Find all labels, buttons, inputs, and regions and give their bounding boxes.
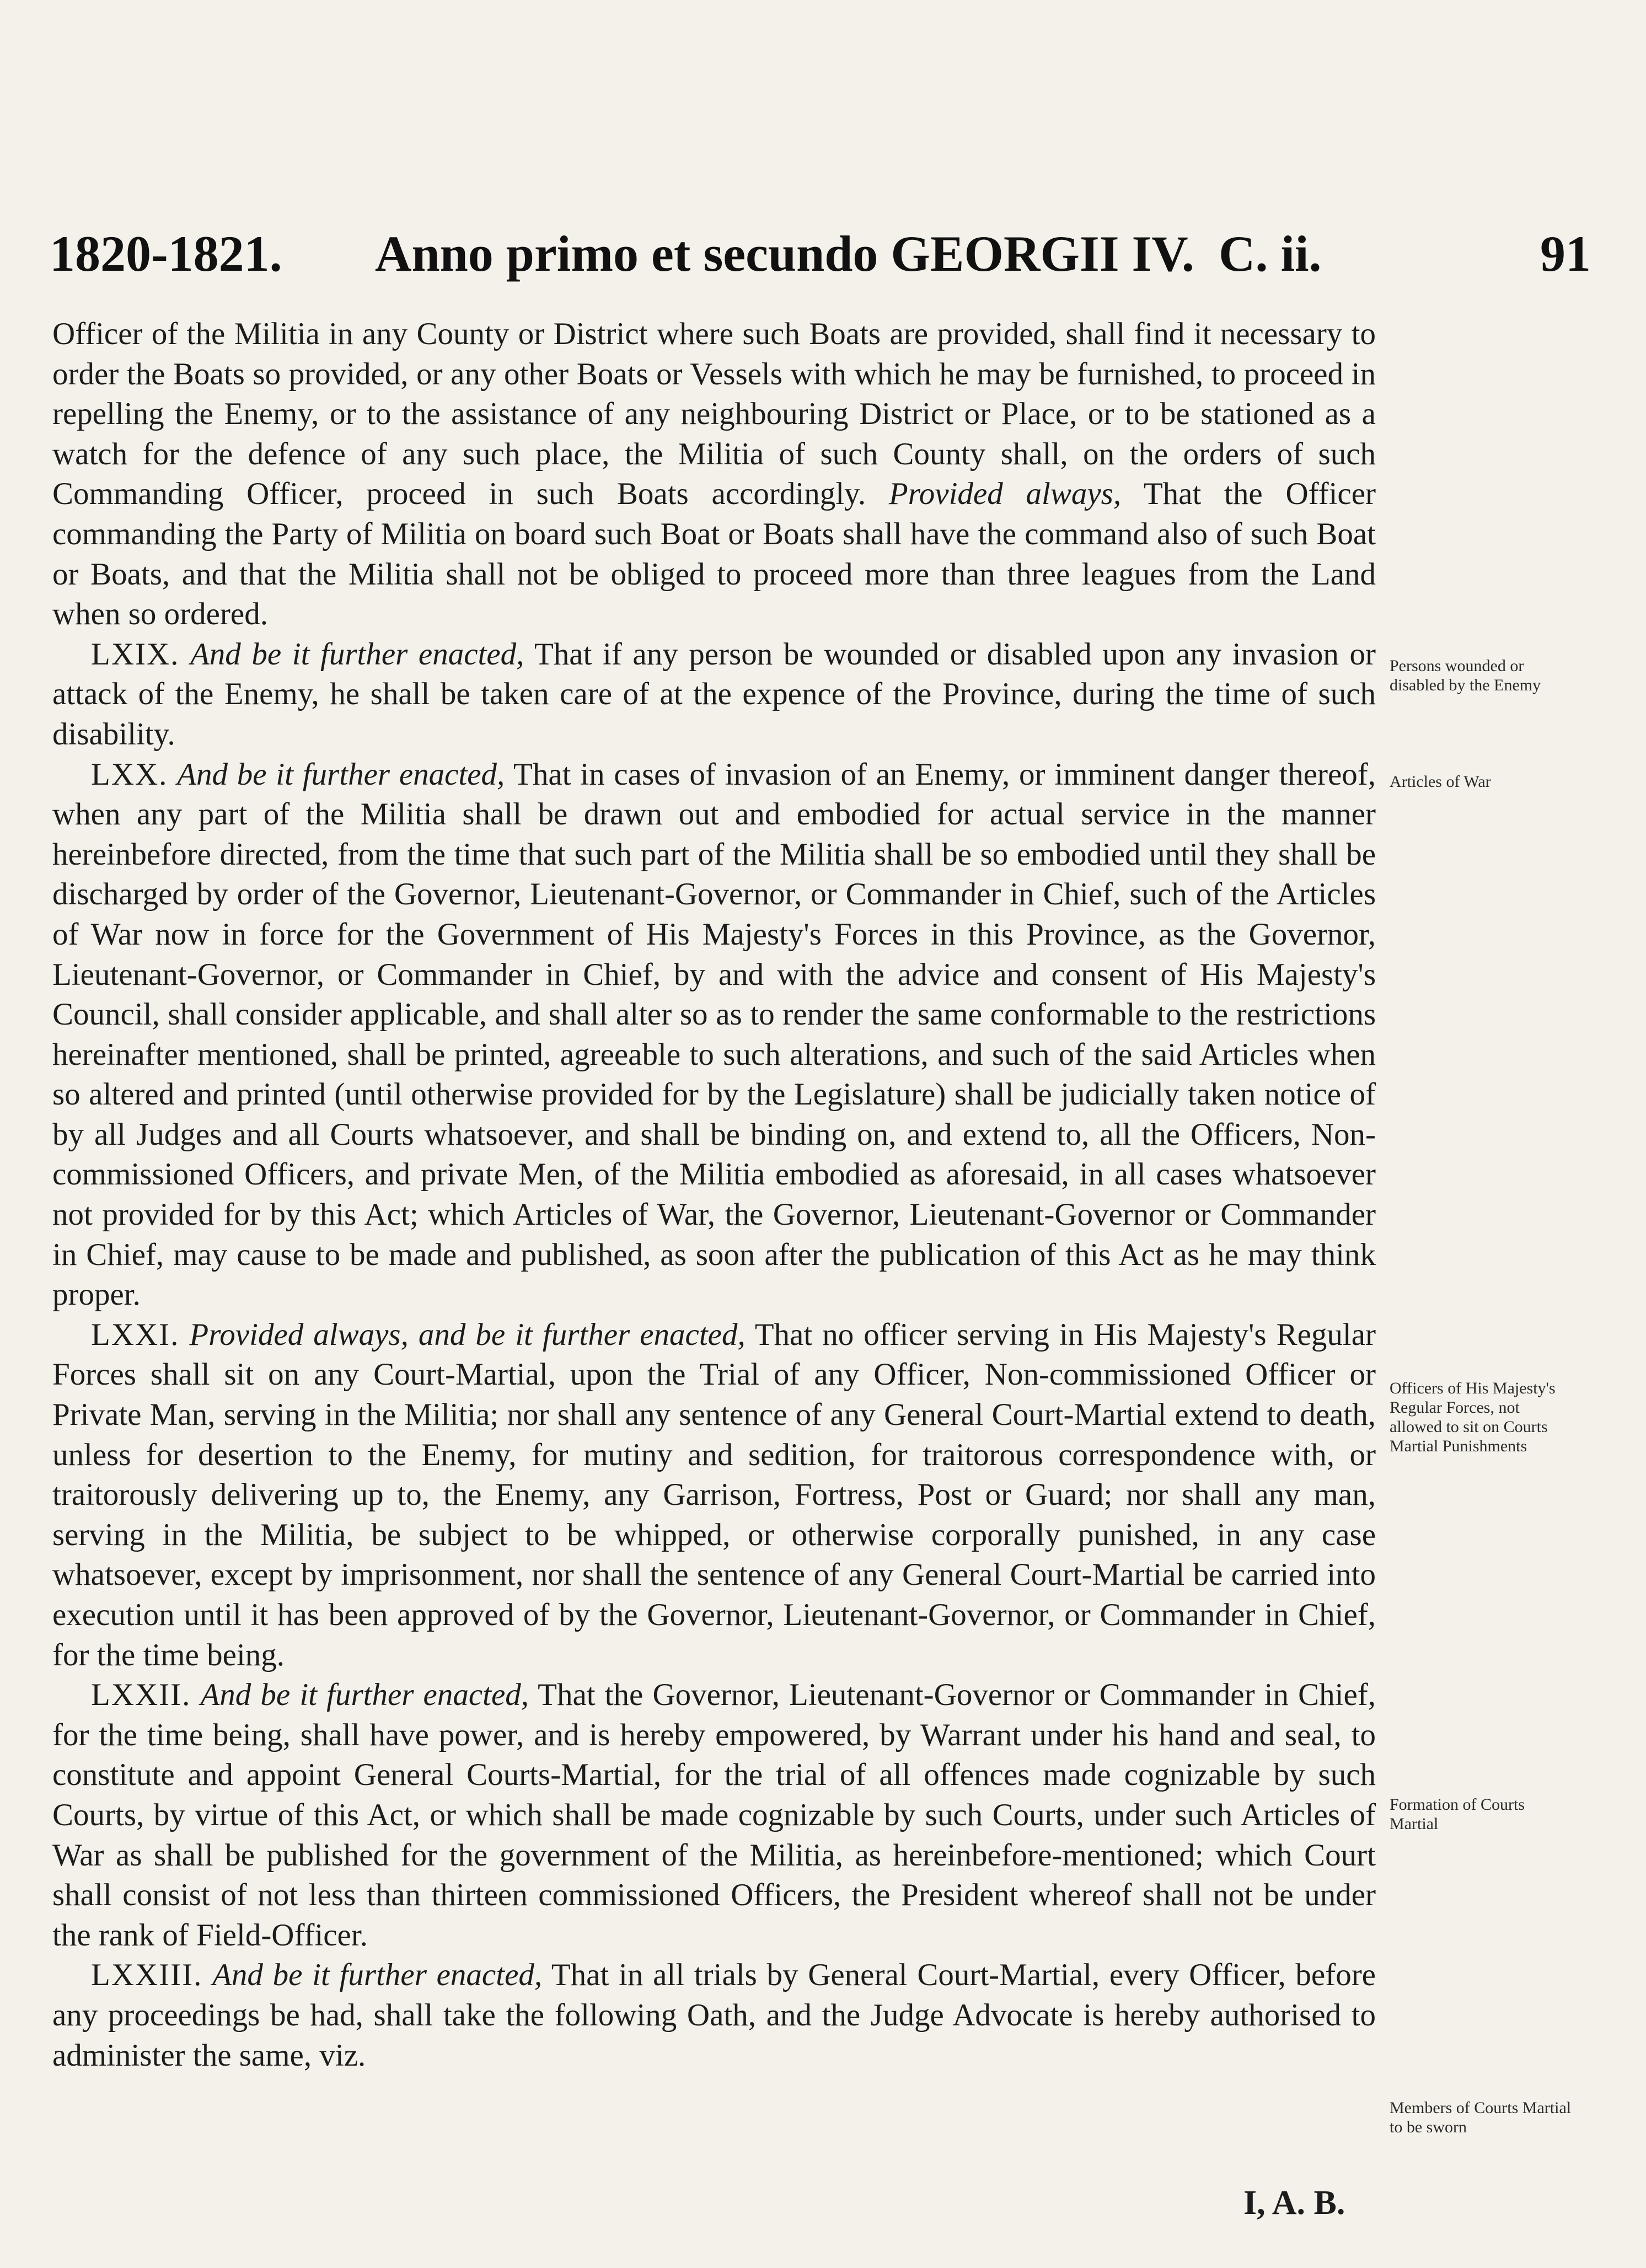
opening-text: Officer of the Militia in any County or District where such Boats are provided, shall find it necessary to order the Boats so provided, or any other Boats or Vessels with which he may be furnished, to proceed in repelling the Enemy, or to the assistance of any neighbouring District or Place, or to be stationed as a watch for the defence of any such place, the Militia of such County shall, on the orders of such Commanding Officer, proceed in such Boats accordingly.: [52, 317, 1376, 512]
enacting-clause: And be it further enacted,: [212, 1958, 543, 1993]
margin-note-articles-of-war: Articles of War: [1390, 773, 1491, 791]
section-number: LXXIII.: [91, 1958, 203, 1993]
section-lxix: [52, 635, 1376, 755]
statute-body: [52, 314, 1376, 2076]
margin-note-members-sworn: Members of Courts Martial to be sworn: [1390, 2099, 1572, 2136]
margin-note-regular-officers: Officers of His Majesty's Regular Forces, not allowed to sit on Courts Martial Punishments: [1390, 1379, 1556, 1455]
header-title: Anno primo et secundo GEORGII IV.: [375, 226, 1194, 282]
section-lxxi: [52, 1315, 1376, 1675]
section-text: That the Governor, Lieutenant-Governor or Commander in Chief, for the time being, shall have power, and is hereby empowered, by Warrant under his hand and seal, to constitute and appoint General Courts-Martial, for the trial of all offences made cognizable by such Courts, by virtue of this Act, or which shall be made cognizable by such Courts, under such Articles of War as shall be published for the government of the Militia, as hereinbefore-mentioned; which Court shall consist of not less than thirteen commissioned Officers, the President whereof shall not be under the rank of Field-Officer.: [52, 1677, 1376, 1953]
enacting-clause: And be it further enacted,: [190, 636, 524, 672]
section-number: LXX.: [91, 757, 168, 792]
header-years: 1820-1821.: [50, 226, 282, 282]
section-number: LXIX.: [91, 636, 180, 672]
enacting-clause: And be it further enacted,: [200, 1677, 529, 1713]
margin-note-formation: Formation of Courts Martial: [1390, 1795, 1525, 1833]
enacting-clause: And be it further enacted,: [177, 757, 505, 792]
opening-proviso-text: That the Officer commanding the Party of Militia on board such Boat or Boats shall have the command also of such Boat or Boats, and that the Militia shall not be obliged to proceed more than three leagues from the Land when so ordered.: [52, 476, 1376, 632]
section-text: That if any person be wounded or disabled upon any invasion or attack of the Enemy, he shall be taken care of at the expence of the Province, during the time of such disability.: [52, 636, 1376, 752]
enacting-clause: Provided always, and be it further enacted,: [189, 1317, 746, 1352]
opening-paragraph: [52, 314, 1376, 635]
section-text: That in cases of invasion of an Enemy, or imminent danger thereof, when any part of the Militia shall be drawn out and embodied for actual service in the manner hereinbefore directed, from the time that such part of the Militia shall be so embodied until they shall be discharged by order of the Governor, Lieutenant-Governor, or Commander in Chief, such of the Articles of War now in force for the Government of His Majesty's Forces in this Province, as the Governor, Lieutenant-Governor, or Commander in Chief, by and with the advice and consent of His Majesty's Council, shall consider applicable, and shall alter so as to render the same conformable to the restrictions hereinafter mentioned, shall be printed, agreeable to such alterations, and such of the said Articles when so altered and printed (until otherwise provided for by the Legislature) shall be judicially taken notice of by all Judges and all Courts whatsoever, and shall be binding on, and extend to, all the Officers, Non-commissioned Officers, and private Men, of the Militia embodied as aforesaid, in all cases whatsoever not provided for by this Act; which Articles of War, the Governor, Lieutenant-Governor or Commander in Chief, may cause to be made and published, as soon after the publication of this Act as he may think proper.: [52, 757, 1376, 1312]
section-text: That in all trials by General Court-Martial, every Officer, before any proceedings be had, shall take the following Oath, and the Judge Advocate is hereby authorised to administer the same, viz.: [52, 1958, 1376, 2073]
section-lxx: [52, 755, 1376, 1315]
section-number: LXXI.: [91, 1317, 180, 1352]
header-chapter: C. ii.: [1219, 226, 1322, 282]
margin-note-wounded: Persons wounded or disabled by the Enemy: [1390, 657, 1541, 694]
section-number: LXXII.: [91, 1677, 191, 1713]
oath-signature: I, A. B.: [1243, 2184, 1345, 2222]
opening-proviso-label: Provided always,: [888, 476, 1122, 512]
section-text: That no officer serving in His Majesty's Regular Forces shall sit on any Court-Martial, upon the Trial of any Officer, Non-commissioned Officer or Private Man, serving in the Militia; nor shall any sentence of any General Court-Martial extend to death, unless for desertion to the Enemy, for mutiny and sedition, for traitorous correspondence with, or traitorously delivering up to, the Enemy, any Garrison, Fortress, Post or Guard; nor shall any man, serving in the Militia, be subject to be whipped, or otherwise corporally punished, in any case whatsoever, except by imprisonment, nor shall the sentence of any General Court-Martial be carried into execution until it has been approved of by the Governor, Lieutenant-Governor, or Commander in Chief, for the time being.: [52, 1317, 1376, 1672]
section-lxxiii: [52, 1955, 1376, 2076]
page-number: 91: [1540, 226, 1591, 282]
section-lxxii: [52, 1675, 1376, 1955]
running-header: [50, 218, 1591, 289]
